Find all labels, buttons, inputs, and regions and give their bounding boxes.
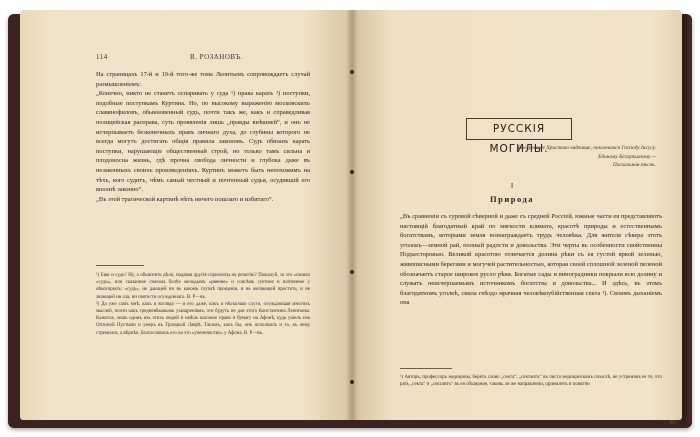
running-head: В. РОЗАНОВЪ. [190,53,243,61]
footnote-rule [96,265,144,266]
footnote-rule-right [400,368,452,369]
binding-stitch [350,380,354,384]
binding-stitch [350,70,354,74]
chapter-title: РУССКІЯ МОГИЛЫ. [466,118,572,140]
section-heading: Природа [489,194,535,204]
left-page [20,10,352,420]
epigraph: Воскресеніе Христово видѣвше, поклонимся Господу Іисусу. Единому Безгрѣшному.— Пасхальная пѣснь. [517,145,656,169]
right-page [352,10,682,420]
page-number: 114 [96,53,108,61]
section-numeral: I [510,182,514,190]
right-body-text: „Въ сравненіи съ суровой сѣверной и даже съ средней Россіей, южные части ея представляютъ настоящій благодатный край по мягкости климата, красотѣ природы и естественнымъ богатствамъ, которыми земля вознаграждаетъ трудъ человѣка. Для жителя сѣвера этотъ уголокъ—земной рай, полный радости и довольства. Эти черты въ особенности свойственны Подъесторовью. Великой красотою отличается долина рѣки съ ея густой яркой зеленью, живописными берегами и могучей растительностью, которая своей сплошной зеленой пеленой обозначаетъ старое широкое русло рѣки. Богатые сады и виноградники покрыли всю долину и служатъ неисчерпаемымъ источникомъ богатства и довольства... И здѣсь, въ этомъ благодатномъ уголкѣ, свила гнѣздо мрачная человѣкоубійственная секта ¹). Своимъ дыханіемъ она [400,213,662,307]
open-book [8,10,692,428]
left-body-text: На страницахъ 17-й и 19-й того-же тома Леонтьевъ сопровождаетъ случай размышленіемъ: „Конечно, никто не станетъ оспаривать у суда ¹) права карать ²) поступки, подобные поступкамъ Куртина. Но, по высокому выраженію московскихъ славянофиловъ, обыкновенный судъ, почти такъ же, какъ и справедливая полицейская расправа, суть проявленія лишь „правды внѣшней“, и онъ не исчерпываетъ безконечныхъ правъ личнаго духа, до глубины которого не всегда могутъ достигать общія правила законовъ. Судъ обязанъ карать поступки, нарушающіе общественный строй, но только тамъ сильна и плодоносна жизнь, гдѣ прочна свобода личности и глубока даже въ незаконныхъ своихъ произведеніяхъ. Куртинъ можетъ быть непохожимъ на тѣхъ, кого судитъ, чѣмъ самый честный и почтенный судья, осудившій его вполнѣ законно“. „Въ этой трагической картинѣ нѣтъ ничего пошлаго и избитаго“. [96,71,310,203]
binding-stitch [350,270,354,274]
binding-stitch [350,170,354,174]
left-footnotes: ¹) Еще и судъ? Ну, а объяснить дѣло, подавая другія горизонты на религію? Пожалуй, за это «пошло «судъ», или сказанное сначала болѣе молодымъ «рвение» и совсѣмъ суетное и почтенное у нѣкоторыхъ: «судъ», не дающей ни въ какомъ случаѣ прощенія, и не желающей простить, и не знающей ни зла, ни святости осужденнаго. В. Р—въ. ²) Да уже самъ мнѣ, какъ и взгляда — и его даже, какъ и нѣсколько слуги, осуждающая многихъ мыслей, почти какъ средневѣковымъ ухищреніямъ, эти будутъ не для этого Константина Леонтьева. Кажется, лишь одинъ изъ этихъ людей и имѣлъ высокое право и бумагу на Афонѣ, куда ушелъ изъ Оптиной Пустыни и умеръ въ Троицкой Лаврѣ. Такимъ, какъ бы, онъ исполнилъ и то, къ чему стремился, а вѣрнѣе, благословилъ его на это «ученичество» у Афона. В. Р—въ. [96,273,310,336]
right-footnote: ¹) Авторъ, профессоръ медицины, беретъ слово „секта“, „сектантъ“ въ чисто медицинскомъ смыслѣ, не устремивъ ее то, что рать „секта“ и „сектантъ“ въ ея обширное, таковъ ли же направленіи, приемлетъ и понятію [400,375,662,388]
